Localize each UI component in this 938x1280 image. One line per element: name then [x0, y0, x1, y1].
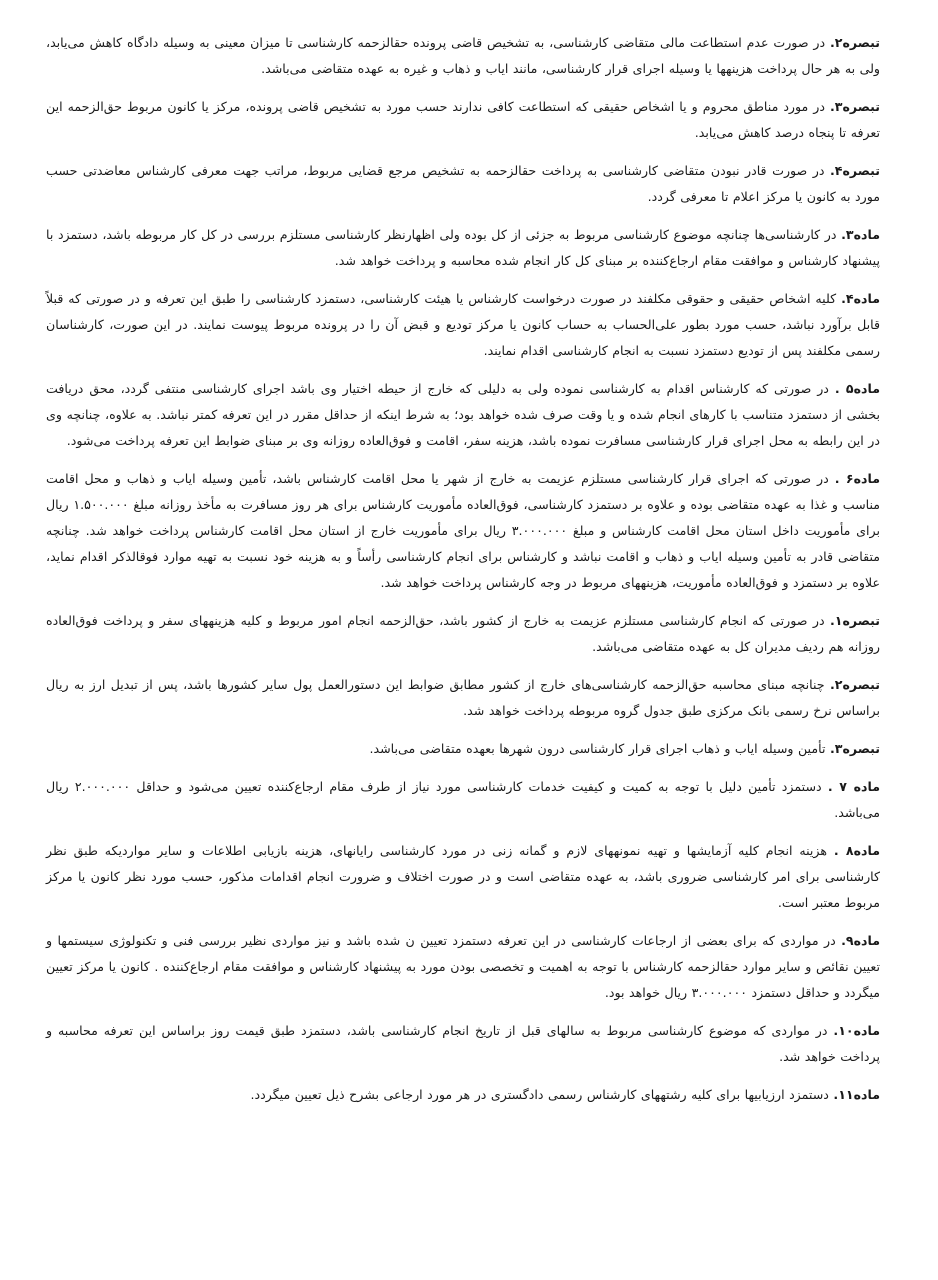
paragraph-label: ماده۱۱.: [833, 1087, 880, 1102]
paragraph-madde-6: [46, 466, 880, 596]
paragraph-madde-3: [46, 222, 880, 274]
paragraph-label: ماده۹.: [841, 933, 880, 948]
paragraph-madde-7: [46, 774, 880, 826]
paragraph-label: تبصره۴.: [829, 163, 880, 178]
paragraph-madde-5: [46, 376, 880, 454]
paragraph-label: ماده۸ .: [833, 843, 880, 858]
paragraph-label: ماده۴.: [841, 291, 880, 306]
paragraph-tabsare-3: [46, 94, 880, 146]
paragraph-madde-6-tabsare-1: [46, 608, 880, 660]
paragraph-madde-11: [46, 1082, 880, 1108]
paragraph-label: تبصره۲.: [829, 677, 880, 692]
paragraph-text: در صورتی که انجام کارشناسی مستلزم عزیمت به خارج از کشور باشد، حق‌الزحمه انجام امور مربوط و کلیه هزینههای سفر و پرداخت فوق‌العاده روزانه هم ردیف مدیران کل به عهده متقاضی می‌باشد.: [46, 613, 880, 654]
paragraph-label: ماده۳.: [841, 227, 880, 242]
paragraph-label: تبصره۱.: [829, 613, 880, 628]
paragraph-text: دستمزد تأمین دلیل با توجه به کمیت و کیفیت خدمات کارشناسی مورد نیاز از طرف مقام ارجاع‌کننده تعیین می‌شود و حداقل ۲.۰۰۰.۰۰۰ ریال می‌باشد.: [46, 779, 880, 820]
paragraph-madde-4: [46, 286, 880, 364]
paragraph-label: تبصره۳.: [829, 741, 880, 756]
paragraph-text: دستمزد ارزیابیها برای کلیه رشتههای کارشناس رسمی دادگستری در هر مورد ارجاعی بشرح ذیل تعیین میگردد.: [250, 1087, 834, 1102]
paragraph-text: در صورت عدم استطاعت مالی متقاضی کارشناسی، به تشخیص قاضی پرونده حقالزحمه کارشناسی تا میزان معینی به وسیله دادگاه کاهش می‌یابد، ولی به هر حال پرداخت هزینهها یا وسیله اجرای قرار کارشناسی، مانند ایاب و ذهاب و غیره به عهده متقاضی می‌باشد.: [46, 35, 880, 76]
paragraph-text: هزینه انجام کلیه آزمایشها و تهیه نمونههای لازم و گمانه زنی در مورد کارشناسی رایانهای، هزینه بازیابی اطلاعات و سایر مواردیکه طبق نظر کارشناسی برای امر کارشناسی ضروری باشد، به عهده متقاضی است و در صورت اختلاف و ضرورت انجام اقدامات مذکور، حسب مورد نظر کانون یا مرکز مربوط معتبر است.: [46, 843, 880, 910]
paragraph-text: چنانچه مبنای محاسبه حق‌الزحمه کارشناسی‌های خارج از کشور مطابق ضوابط این دستورالعمل پول سایر کشورها باشد، پس از تبدیل ارز به ریال براساس نرخ رسمی بانک مرکزی طبق جدول گروه مربوطه پرداخت خواهد شد.: [46, 677, 880, 718]
paragraph-text: در مواردی که موضوع کارشناسی مربوط به سالهای قبل از تاریخ انجام کارشناسی باشد، دستمزد طبق قیمت روز براساس این تعرفه محاسبه و پرداخت خواهد شد.: [46, 1023, 880, 1064]
paragraph-madde-9: [46, 928, 880, 1006]
paragraph-label: ماده۵ .: [834, 381, 881, 396]
paragraph-label: تبصره۲.: [829, 35, 880, 50]
paragraph-label: ماده۶ .: [834, 471, 880, 486]
paragraph-madde-6-tabsare-2: [46, 672, 880, 724]
paragraph-label: ماده ۷ .: [827, 779, 881, 794]
document-page: [46, 30, 880, 1260]
paragraph-text: کلیه اشخاص حقیقی و حقوقی مکلفند در صورت درخواست کارشناس یا هیئت کارشناسی، دستمزد کارشناسی را طبق این تعرفه و در صورتی که قبلاً قابل برآورد نباشد، حسب مورد بطور علی‌الحساب به حساب کانون یا مرکز تودیع و قبض آن را در پرونده مربوط پیوست نمایند. در این صورت، کارشناسان رسمی مکلفند پس از تودیع دستمزد نسبت به انجام کارشناسی اقدام نمایند.: [46, 291, 880, 358]
paragraph-madde-6-tabsare-3: [46, 736, 880, 762]
paragraph-text: در صورت قادر نبودن متقاضی کارشناسی به پرداخت حقالزحمه به تشخیص مرجع قضایی مربوط، مراتب جهت معرفی کارشناس معاضدتی حسب مورد به کانون یا مرکز اعلام تا معرفی گردد.: [46, 163, 880, 204]
paragraph-label: تبصره۳.: [829, 99, 880, 114]
paragraph-text: در مواردی که برای بعضی از ارجاعات کارشناسی در این تعرفه دستمزد تعیین ن شده باشد و نیز مواردی نظیر بررسی فنی و تکنولوژی سیستمها و تعیین نقائص و سایر موارد حقالزحمه کارشناس با توجه به اهمیت و تخصصی بودن مورد به پیشنهاد کارشناس و موافقت مقام ارجاع‌کننده . کانون یا مرکز تعیین میگردد و حداقل دستمزد ۳.۰۰۰.۰۰۰ ریال خواهد بود.: [46, 933, 880, 1000]
paragraph-text: در مورد مناطق محروم و یا اشخاص حقیقی که استطاعت کافی ندارند حسب مورد به تشخیص قاضی پرونده، مرکز یا کانون مربوط حق‌الزحمه این تعرفه تا پنجاه درصد کاهش می‌یابد.: [46, 99, 880, 140]
paragraph-tabsare-4: [46, 158, 880, 210]
paragraph-text: در صورتی که کارشناس اقدام به کارشناسی نموده ولی به دلیلی که خارج از حیطه اختیار وی باشد اجرای کارشناسی منتفی گردد، محق دریافت بخشی از دستمزد متناسب با کارهای انجام شده و یا وقت صرف شده خواهد بود؛ به شرط اینکه از حداقل مقرر در این تعرفه کمتر نباشد. به علاوه، چنانچه وی در این رابطه به محل اجرای قرار کارشناسی مسافرت نموده باشد، هزینه سفر، اقامت و فوق‌العاده روزانه وی بر مبنای ضوابط این تعرفه پرداخت می‌شود.: [46, 381, 880, 448]
paragraph-madde-8: [46, 838, 880, 916]
paragraph-madde-10: [46, 1018, 880, 1070]
paragraph-tabsare-2: [46, 30, 880, 82]
paragraph-text: در صورتی که اجرای قرار کارشناسی مستلزم عزیمت به خارج از شهر یا محل اقامت کارشناس باشد، تأمین وسیله ایاب و ذهاب و محل اقامت مناسب و غذا به عهده متقاضی بوده و علاوه بر دستمزد کارشناسی، فوق‌العاده مأموریت کارشناس برای هر روز مسافرت به مأخذ روزانه مبلغ ۱.۵۰۰.۰۰۰ ریال برای مأموریت داخل استان محل اقامت کارشناس و مبلغ ۳.۰۰۰.۰۰۰ ریال برای مأموریت خارج از استان محل اقامت کارشناس پرداخت خواهد شد. چنانچه متقاضی قادر به تأمین وسیله ایاب و ذهاب و اقامت نباشد و کارشناس برای انجام کارشناسی رأساً و به هزینه خود نسبت به تهیه موارد فوقالذکر اقدام نماید، علاوه بر دستمزد و فوق‌العاده مأموریت، هزینههای مربوط در وجه کارشناس پرداخت خواهد شد.: [46, 471, 881, 590]
paragraph-text: تأمین وسیله ایاب و ذهاب اجرای قرار کارشناسی درون شهرها بعهده متقاضی می‌باشد.: [369, 741, 830, 756]
paragraph-label: ماده۱۰.: [833, 1023, 880, 1038]
paragraph-text: در کارشناسی‌ها چنانچه موضوع کارشناسی مربوط به جزئی از کل بوده ولی اظهارنظر کارشناسی مستلزم بررسی در کل کار مربوطه باشد، دستمزد با پیشنهاد کارشناس و موافقت مقام ارجاع‌کننده بر مبنای کل کار انجام شده محاسبه و پرداخت خواهد شد.: [46, 227, 880, 268]
